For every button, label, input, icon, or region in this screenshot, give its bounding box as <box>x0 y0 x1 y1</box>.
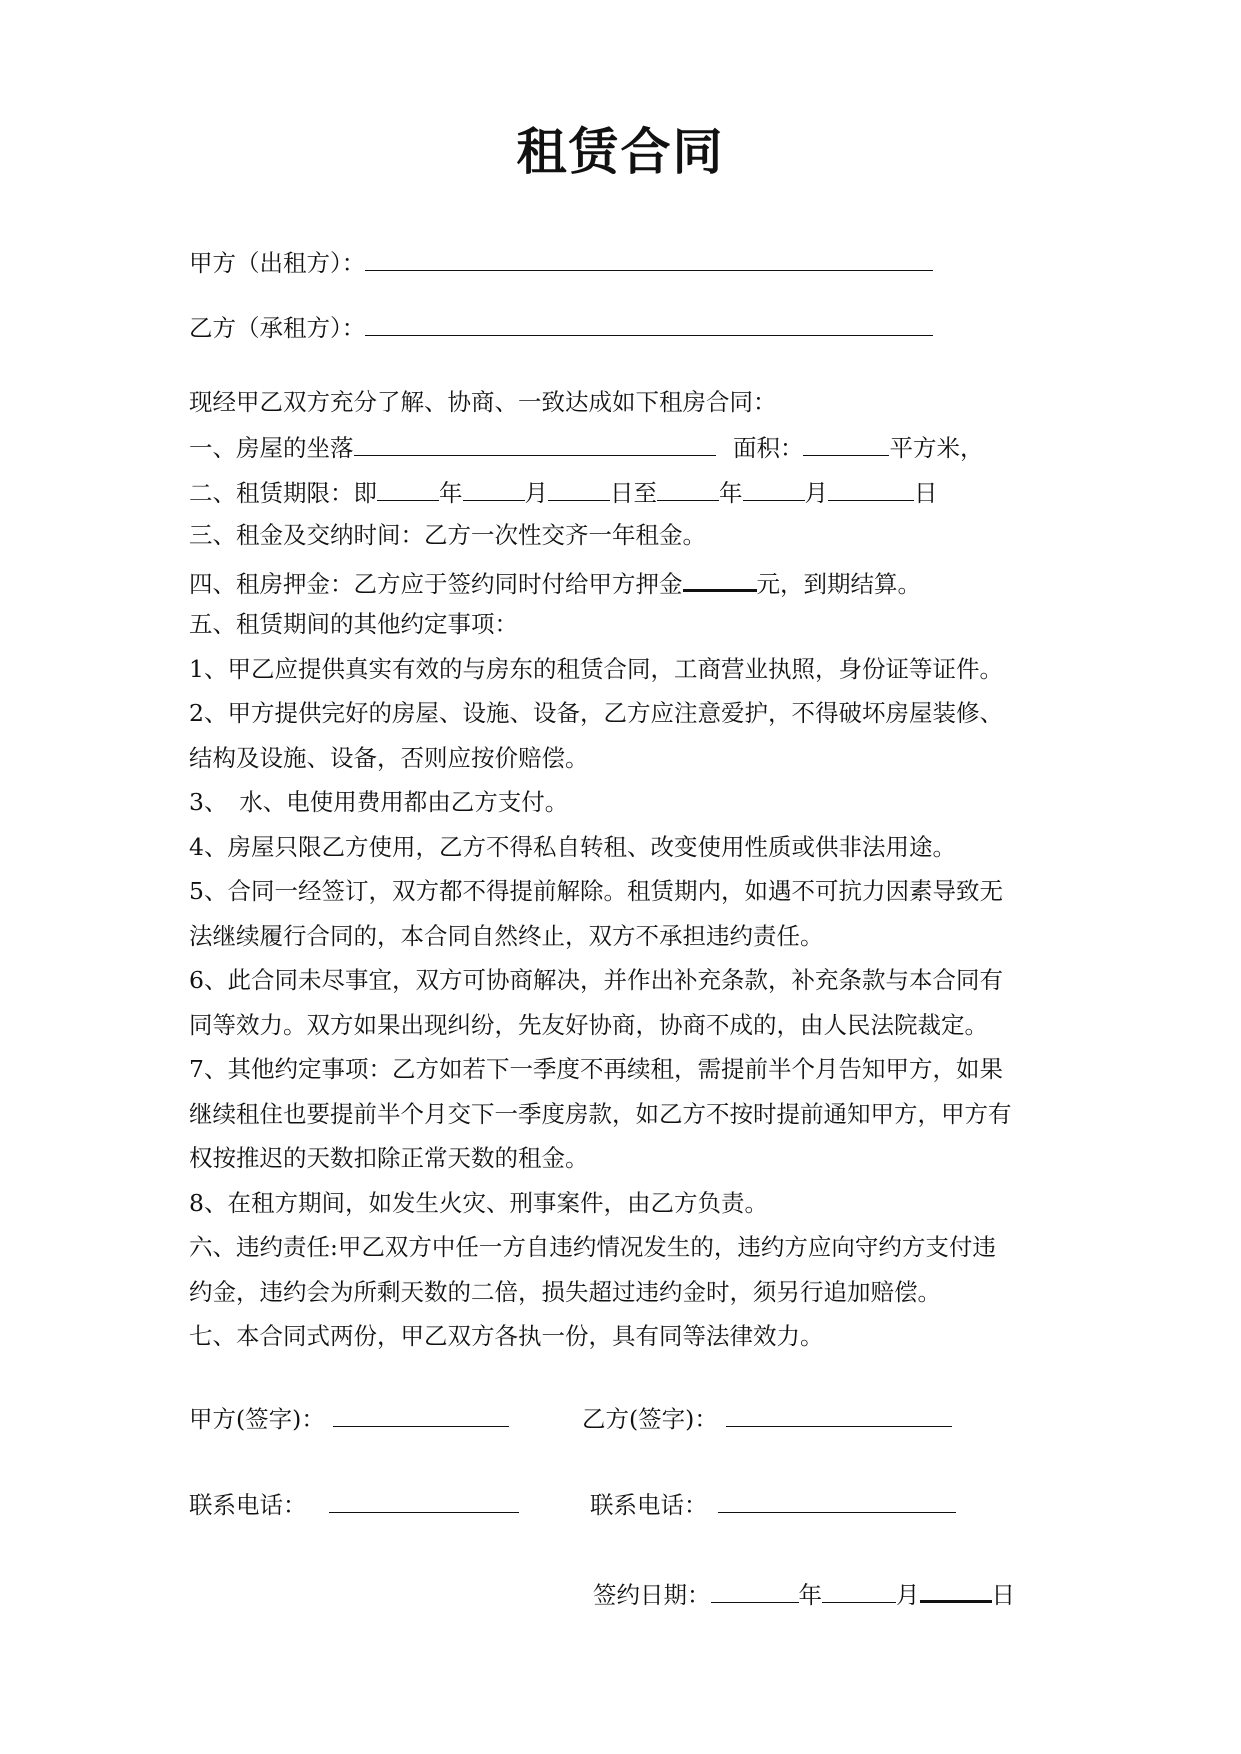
party-b-line <box>189 311 933 343</box>
start-day-blank[interactable] <box>548 476 610 501</box>
party-a-sign-blank[interactable] <box>333 1402 509 1427</box>
end-month-label: 月 <box>804 479 828 507</box>
party-b-sign-label: 乙方(签字)： <box>582 1405 718 1433</box>
deposit-suffix: 元，到期结算。 <box>756 570 921 598</box>
date-month-blank[interactable] <box>822 1578 896 1603</box>
end-month-blank[interactable] <box>743 476 805 501</box>
clause-item: 7、其他约定事项：乙方如若下一季度不再续租，需提前半个月告知甲方，如果 <box>189 1055 1003 1083</box>
clause-item: 3、 水、电使用费用都由乙方支付。 <box>189 788 569 816</box>
start-year-blank[interactable] <box>377 476 439 501</box>
clause-item: 六、违约责任:甲乙双方中任一方自违约情况发生的，违约方应向守约方支付违 <box>189 1233 996 1261</box>
signing-date <box>593 1576 1015 1610</box>
clause-item: 8、在租方期间，如发生火灾、刑事案件，由乙方负责。 <box>189 1189 768 1217</box>
clause-item: 权按推迟的天数扣除正常天数的租金。 <box>189 1144 589 1172</box>
document-title: 租赁合同 <box>516 122 725 181</box>
end-day-label: 日 <box>914 479 938 507</box>
clause-other-heading: 五、租赁期间的其他约定事项： <box>189 610 518 638</box>
party-b-phone-label: 联系电话： <box>590 1491 708 1519</box>
clause-item: 2、甲方提供完好的房屋、设施、设备，乙方应注意爱护，不得破坏房屋装修、 <box>189 699 1003 727</box>
clause-rent: 三、租金及交纳时间：乙方一次性交齐一年租金。 <box>189 521 706 549</box>
party-a-signature <box>189 1402 509 1434</box>
clause-term <box>189 476 938 508</box>
clause-location <box>189 431 983 463</box>
party-a-phone-blank[interactable] <box>329 1488 519 1513</box>
date-year-blank[interactable] <box>711 1578 799 1603</box>
clause-item: 约金，违约会为所剩天数的二倍，损失超过违约金时，须另行追加赔偿。 <box>189 1278 941 1306</box>
party-a-line <box>189 246 933 278</box>
date-year-label: 年 <box>798 1581 822 1609</box>
clause-deposit <box>189 565 921 599</box>
term-label: 二、租赁期限：即 <box>189 479 377 507</box>
party-a-label: 甲方（出租方）： <box>189 249 366 277</box>
party-b-phone <box>590 1488 956 1520</box>
start-year-label: 年 <box>439 479 463 507</box>
clause-item: 法继续履行合同的，本合同自然终止，双方不承担违约责任。 <box>189 922 824 950</box>
date-day-label: 日 <box>991 1581 1015 1609</box>
day-to-label: 日至 <box>610 479 657 507</box>
deposit-label: 四、租房押金：乙方应于签约同时付给甲方押金 <box>189 570 683 598</box>
clause-item: 5、合同一经签订，双方都不得提前解除。租赁期内，如遇不可抗力因素导致无 <box>189 877 1003 905</box>
area-unit: 平方米， <box>889 434 984 462</box>
location-blank[interactable] <box>354 431 716 456</box>
area-blank[interactable] <box>803 431 889 456</box>
start-month-blank[interactable] <box>463 476 525 501</box>
clause-item: 结构及设施、设备，否则应按价赔偿。 <box>189 744 589 772</box>
party-a-phone <box>189 1488 519 1520</box>
party-a-phone-label: 联系电话： <box>189 1491 307 1519</box>
deposit-blank[interactable] <box>683 565 757 592</box>
date-day-blank[interactable] <box>920 1576 992 1603</box>
start-month-label: 月 <box>524 479 548 507</box>
party-b-label: 乙方（承租方）： <box>189 314 366 342</box>
clause-item: 七、本合同式两份，甲乙双方各执一份，具有同等法律效力。 <box>189 1322 824 1350</box>
party-b-phone-blank[interactable] <box>718 1488 956 1513</box>
area-label: 面积： <box>732 434 804 462</box>
clause-item: 同等效力。双方如果出现纠纷，先友好协商，协商不成的，由人民法院裁定。 <box>189 1011 988 1039</box>
party-a-sign-label: 甲方(签字)： <box>189 1405 325 1433</box>
date-month-label: 月 <box>896 1581 920 1609</box>
end-year-blank[interactable] <box>657 476 719 501</box>
party-b-signature <box>582 1402 952 1434</box>
clause-item: 4、房屋只限乙方使用，乙方不得私自转租、改变使用性质或供非法用途。 <box>189 833 956 861</box>
date-label: 签约日期： <box>593 1581 711 1609</box>
clause-item: 6、此合同未尽事宜，双方可协商解决，并作出补充条款，补充条款与本合同有 <box>189 966 1003 994</box>
clause-item: 继续租住也要提前半个月交下一季度房款，如乙方不按时提前通知甲方，甲方有 <box>189 1100 1012 1128</box>
intro-text: 现经甲乙双方充分了解、协商、一致达成如下租房合同： <box>189 388 777 416</box>
end-year-label: 年 <box>719 479 743 507</box>
party-b-sign-blank[interactable] <box>726 1402 952 1427</box>
party-a-blank[interactable] <box>365 246 933 271</box>
location-label: 一、房屋的坐落 <box>189 434 354 462</box>
clause-item: 1、甲乙应提供真实有效的与房东的租赁合同，工商营业执照，身份证等证件。 <box>189 655 1003 683</box>
party-b-blank[interactable] <box>365 311 933 336</box>
end-day-blank[interactable] <box>828 476 914 501</box>
